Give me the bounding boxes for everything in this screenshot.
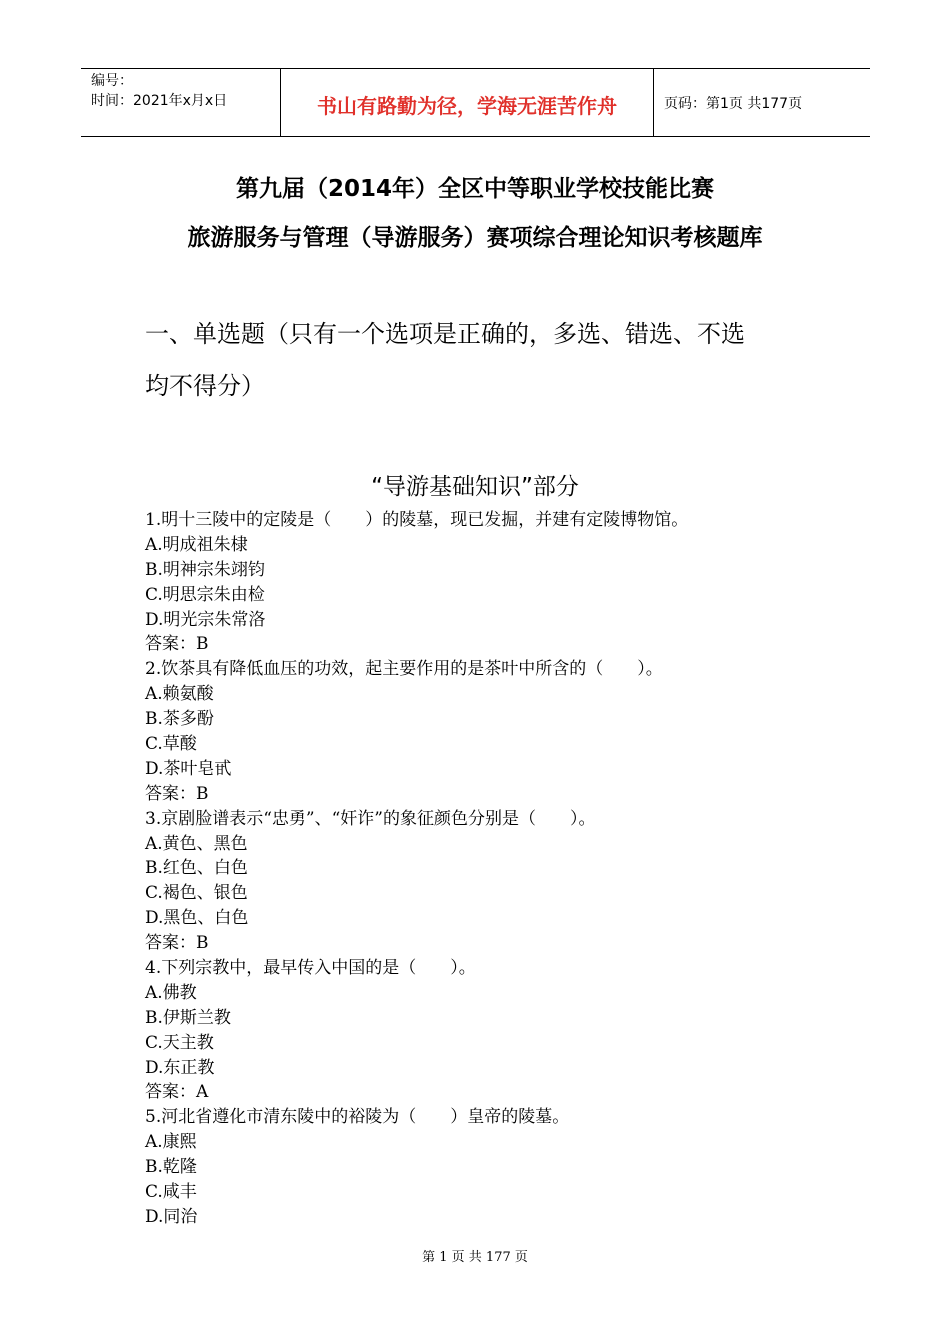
question-text: 2.饮茶具有降低血压的功效，起主要作用的是茶叶中所含的（ ）。 [145, 659, 663, 680]
option: A.明成祖朱棣 [145, 534, 248, 555]
header-table [81, 68, 870, 137]
answer: 答案：B [145, 634, 209, 655]
part-title: “导游基础知识”部分 [371, 474, 579, 500]
page-footer: 第 1 页 共 177 页 [422, 1250, 528, 1265]
option: D.黑色、白色 [145, 908, 249, 929]
question-text: 3.京剧脸谱表示“忠勇”、“奸诈”的象征颜色分别是（ ）。 [145, 808, 596, 829]
option: B.茶多酚 [145, 709, 214, 730]
answer: 答案：B [145, 933, 209, 954]
question-list [145, 508, 845, 1230]
answer: 答案：B [145, 783, 209, 804]
page-info: 页码：第1页 共177页 [664, 95, 803, 112]
option: B.明神宗朱翊钧 [145, 559, 265, 580]
option: C.褐色、银色 [145, 883, 248, 904]
option: C.明思宗朱由检 [145, 584, 265, 605]
number-label: 编号： [91, 73, 133, 89]
option: A.赖氨酸 [145, 684, 214, 705]
motto-text: 书山有路勤为径，学海无涯苦作舟 [317, 94, 617, 118]
option: A.康熙 [145, 1132, 197, 1153]
option: C.草酸 [145, 734, 197, 755]
option: A.佛教 [145, 982, 197, 1003]
question-text: 1.明十三陵中的定陵是（ ）的陵墓，现已发掘，并建有定陵博物馆。 [145, 510, 689, 530]
header-motto-cell [281, 69, 654, 136]
option: A.黄色、黑色 [145, 833, 248, 854]
section-heading-line2: 均不得分） [145, 372, 265, 400]
section-heading-line1: 一、单选题（只有一个选项是正确的，多选、错选、不选 [145, 320, 745, 348]
doc-title-line2: 旅游服务与管理（导游服务）赛项综合理论知识考核题库 [187, 225, 763, 251]
option: B.伊斯兰教 [145, 1007, 231, 1028]
time-label: 时间：2021年x月x日 [91, 93, 228, 109]
option: B.乾隆 [145, 1157, 197, 1178]
option: D.茶叶皂甙 [145, 758, 232, 779]
option: C.天主教 [145, 1032, 214, 1053]
option: D.同治 [145, 1206, 198, 1227]
option: D.明光宗朱常洛 [145, 609, 266, 630]
doc-title-line1: 第九届（2014年）全区中等职业学校技能比赛 [235, 176, 714, 202]
option: B.红色、白色 [145, 858, 248, 879]
question-text: 5.河北省遵化市清东陵中的裕陵为（ ）皇帝的陵墓。 [145, 1107, 570, 1128]
header-meta-cell [81, 69, 281, 136]
option: C.咸丰 [145, 1182, 197, 1203]
header-page-cell [654, 69, 870, 136]
question-text: 4.下列宗教中，最早传入中国的是（ ）。 [145, 958, 476, 979]
answer: 答案：A [145, 1082, 209, 1103]
option: D.东正教 [145, 1057, 215, 1078]
